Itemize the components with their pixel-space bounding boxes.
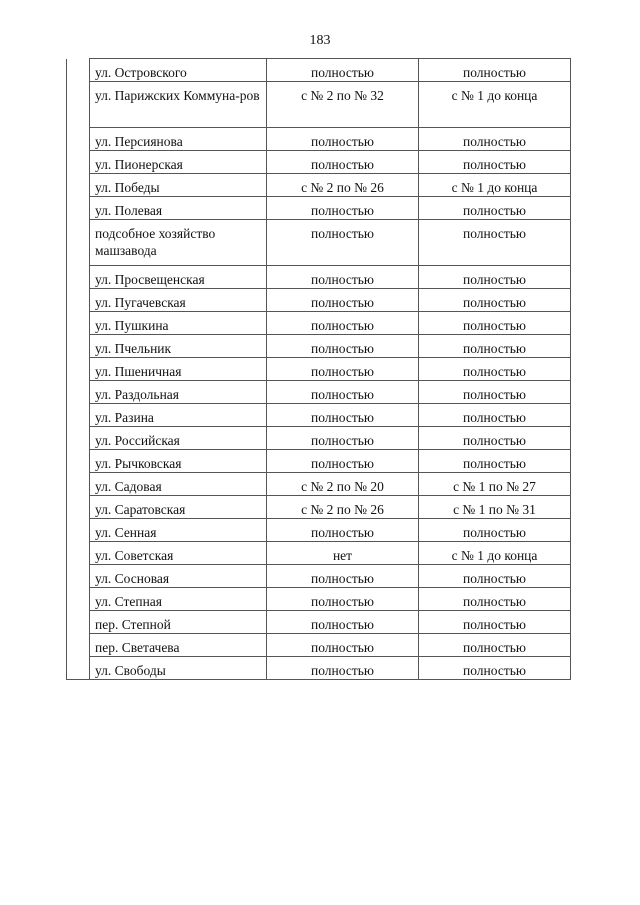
row-number-cell [67,312,90,335]
street-name-cell: ул. Садовая [90,473,267,496]
even-houses-cell: полностью [267,197,419,220]
odd-houses-cell: полностью [419,450,571,473]
street-name-cell: ул. Саратовская [90,496,267,519]
street-name-cell: ул. Пугачевская [90,289,267,312]
street-name-cell: ул. Полевая [90,197,267,220]
even-houses-cell: полностью [267,266,419,289]
odd-houses-cell: полностью [419,381,571,404]
table-row [67,335,571,358]
row-number-cell [67,496,90,519]
street-name-cell: ул. Персиянова [90,128,267,151]
table-row [67,358,571,381]
row-number-cell [67,450,90,473]
row-number-cell [67,588,90,611]
even-houses-cell: полностью [267,657,419,680]
street-name-cell: ул. Пшеничная [90,358,267,381]
even-houses-cell: полностью [267,381,419,404]
even-houses-cell: с № 2 по № 26 [267,174,419,197]
table-row [67,381,571,404]
odd-houses-cell: полностью [419,266,571,289]
even-houses-cell: полностью [267,289,419,312]
odd-houses-cell: полностью [419,151,571,174]
table-row [67,174,571,197]
row-number-cell [67,197,90,220]
odd-houses-cell: полностью [419,128,571,151]
street-name-cell: ул. Российская [90,427,267,450]
even-houses-cell: полностью [267,519,419,542]
row-number-cell [67,427,90,450]
odd-houses-cell: полностью [419,588,571,611]
odd-houses-cell: полностью [419,335,571,358]
odd-houses-cell: с № 1 до конца [419,174,571,197]
even-houses-cell: с № 2 по № 26 [267,496,419,519]
street-name-cell: пер. Степной [90,611,267,634]
even-houses-cell: с № 2 по № 20 [267,473,419,496]
row-number-cell [67,289,90,312]
even-houses-cell: полностью [267,312,419,335]
table-row [67,634,571,657]
table-row [67,496,571,519]
odd-houses-cell: полностью [419,657,571,680]
street-name-cell: ул. Победы [90,174,267,197]
table-row [67,128,571,151]
table-row [67,657,571,680]
table-row [67,565,571,588]
even-houses-cell: полностью [267,450,419,473]
row-number-cell [67,657,90,680]
odd-houses-cell: с № 1 до конца [419,82,571,128]
table-row [67,59,571,82]
table-row [67,588,571,611]
street-name-cell: ул. Сосновая [90,565,267,588]
even-houses-cell: полностью [267,427,419,450]
odd-houses-cell: с № 1 по № 27 [419,473,571,496]
even-houses-cell: полностью [267,358,419,381]
row-number-cell [67,335,90,358]
row-number-cell [67,565,90,588]
even-houses-cell: нет [267,542,419,565]
street-name-cell: ул. Пушкина [90,312,267,335]
table-row [67,151,571,174]
odd-houses-cell: полностью [419,404,571,427]
even-houses-cell: полностью [267,588,419,611]
row-number-cell [67,358,90,381]
odd-houses-cell: полностью [419,427,571,450]
even-houses-cell: полностью [267,611,419,634]
even-houses-cell: полностью [267,335,419,358]
table-row [67,82,571,128]
table-row [67,404,571,427]
odd-houses-cell: полностью [419,220,571,266]
odd-houses-cell: полностью [419,519,571,542]
even-houses-cell: полностью [267,404,419,427]
street-name-cell: ул. Просвещенская [90,266,267,289]
row-number-cell [67,128,90,151]
even-houses-cell: полностью [267,565,419,588]
row-number-cell [67,611,90,634]
row-number-cell [67,174,90,197]
street-name-cell: ул. Пчельник [90,335,267,358]
table-row [67,427,571,450]
street-name-cell: ул. Советская [90,542,267,565]
table-row [67,266,571,289]
street-name-cell: ул. Островского [90,59,267,82]
street-name-cell: ул. Разина [90,404,267,427]
odd-houses-cell: полностью [419,634,571,657]
row-number-cell [67,266,90,289]
row-number-cell [67,404,90,427]
table-row [67,312,571,335]
row-number-cell [67,519,90,542]
table-row [67,289,571,312]
street-name-cell: пер. Светачева [90,634,267,657]
row-number-cell [67,381,90,404]
even-houses-cell: полностью [267,220,419,266]
even-houses-cell: с № 2 по № 32 [267,82,419,128]
street-name-cell: подсобное хозяйство машзавода [90,220,267,266]
even-houses-cell: полностью [267,128,419,151]
table-row [67,519,571,542]
table-row [67,473,571,496]
streets-table-body [67,59,571,680]
row-number-cell [67,220,90,266]
odd-houses-cell: полностью [419,289,571,312]
odd-houses-cell: полностью [419,611,571,634]
street-name-cell: ул. Свободы [90,657,267,680]
street-name-cell: ул. Рычковская [90,450,267,473]
row-number-cell [67,82,90,128]
street-name-cell: ул. Пионерская [90,151,267,174]
odd-houses-cell: полностью [419,358,571,381]
odd-houses-cell: полностью [419,312,571,335]
even-houses-cell: полностью [267,59,419,82]
even-houses-cell: полностью [267,634,419,657]
table-row [67,197,571,220]
table-row [67,220,571,266]
page-number: 183 [309,33,331,48]
street-name-cell: ул. Сенная [90,519,267,542]
street-name-cell: ул. Степная [90,588,267,611]
odd-houses-cell: полностью [419,59,571,82]
odd-houses-cell: с № 1 по № 31 [419,496,571,519]
row-number-cell [67,634,90,657]
even-houses-cell: полностью [267,151,419,174]
odd-houses-cell: полностью [419,197,571,220]
row-number-cell [67,59,90,82]
row-number-cell [67,542,90,565]
odd-houses-cell: полностью [419,565,571,588]
row-number-cell [67,151,90,174]
odd-houses-cell: с № 1 до конца [419,542,571,565]
street-name-cell: ул. Парижских Коммуна-ров [90,82,267,128]
street-name-cell: ул. Раздольная [90,381,267,404]
table-row [67,542,571,565]
table-row [67,611,571,634]
row-number-cell [67,473,90,496]
table-row [67,450,571,473]
streets-table [66,58,571,680]
